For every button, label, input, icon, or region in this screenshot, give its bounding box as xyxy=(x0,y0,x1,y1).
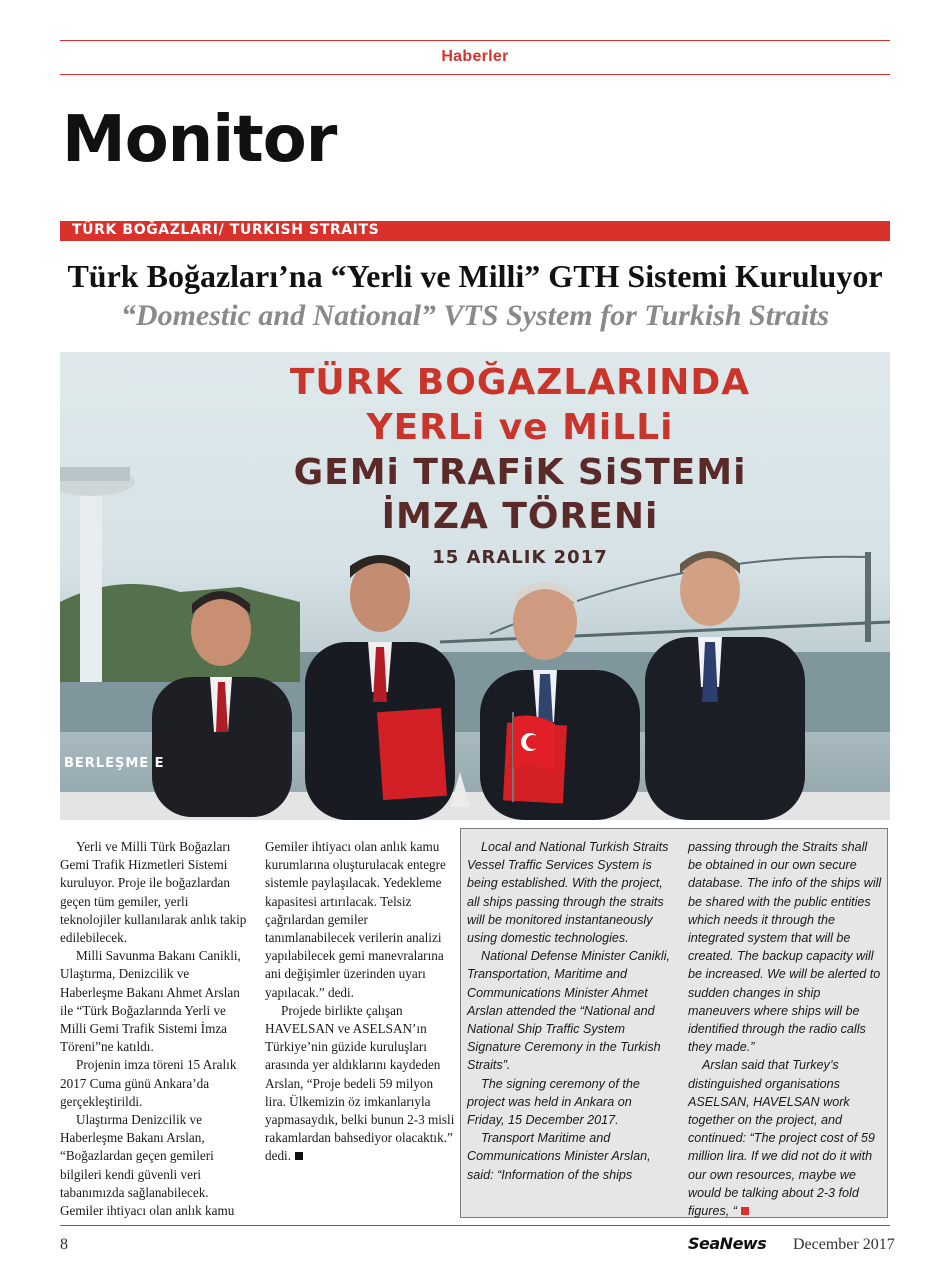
headline-turkish: Türk Boğazları’na “Yerli ve Milli” GTH Sistemi Kuruluyor xyxy=(67,258,883,294)
banner-line-3: GEMi TRAFiK SiSTEMi xyxy=(293,452,747,493)
turkish-paragraph-text: Projede birlikte çalışan HAVELSAN ve ASELSAN’ın Türkiye’nin güzide kuruluşları arasında yer aldıklarını kaydeden Arslan, “Proje bedeli 59 milyon lira. Ülkemizin öz imkanlarıyla yapmasaydık, belki bunun 2-3 misli rakamlardan bahsediyor olacaktık.” dedi. xyxy=(265,1002,455,1164)
magazine-section-title: Monitor xyxy=(62,103,337,177)
category-band xyxy=(60,221,890,241)
english-paragraph xyxy=(688,1056,884,1220)
english-paragraph: National Defense Minister Canikli, Transportation, Maritime and Communications Minister Ahmet Arslan attended the “National and National Ship Traffic System Signature Ceremony in the Turkish Straits”. xyxy=(467,949,670,1073)
section-label: Haberler xyxy=(441,48,509,65)
headline-english: “Domestic and National” VTS System for Turkish Straits xyxy=(120,299,830,332)
banner-line-1: TÜRK BOĞAZLARINDA xyxy=(289,362,751,403)
footer-rule xyxy=(60,1225,890,1226)
header-top-rule xyxy=(60,40,890,41)
english-paragraph: Local and National Turkish Straits Vessel Traffic Services System is being established. With the project, all ships passing through the straits will be monitored instantaneously using domestic technologies. xyxy=(467,840,669,946)
turkish-paragraph: Ulaştırma Denizcilik ve Haberleşme Bakanı Arslan, “Boğazlardan geçen gemileri bilgileri kendi güvenli veri tabanımızda sağlanabilecek. Gemiler ihtiyacı olan anlık kamu xyxy=(60,1112,235,1219)
ceremony-photo xyxy=(60,352,890,820)
banner-line-2: YERLi ve MiLLi xyxy=(366,407,674,448)
turkish-paragraph: Projenin imza töreni 15 Aralık 2017 Cuma günü Ankara’da gerçekleştirildi. xyxy=(60,1057,237,1109)
english-paragraph: The signing ceremony of the project was held in Ankara on Friday, 15 December 2017. xyxy=(467,1076,640,1128)
category-label: TÜRK BOĞAZLARI/ TURKISH STRAITS xyxy=(72,222,380,238)
english-paragraph: Transport Maritime and Communications Minister Arslan, said: “Information of the ships xyxy=(467,1131,651,1182)
end-of-article-mark xyxy=(741,1207,749,1215)
english-paragraph-text: Arslan said that Turkey’s distinguished organisations ASELSAN, HAVELSAN work together on the project, and continued: “The project cost of 59 million lira. If we did not do it with our own resources, maybe we would be talking about 2-3 fold figures, “ xyxy=(688,1058,875,1219)
issue-date: December 2017 xyxy=(793,1236,895,1253)
end-of-article-mark xyxy=(295,1152,303,1160)
english-column-1 xyxy=(467,838,671,1183)
turkish-column-1 xyxy=(60,838,248,1221)
backdrop-sign-text: BERLEŞME E xyxy=(64,756,165,771)
turkish-paragraph xyxy=(265,1002,455,1166)
turkish-paragraph-continued: Gemiler ihtiyacı olan anlık kamu kurumlarına oluşturulacak entegre sistemle paylaşılacak. Yedekleme kapasitesi artırılacak. Telsiz çağrılardan gemiler tanımlanabilecek verilerin analizi yapılabilecek gemi manevralarına ani değişimler üzerinden uyarı yapılacak.” dedi. xyxy=(265,839,446,1000)
english-column-2 xyxy=(688,838,884,1220)
banner-date: 15 ARALIK 2017 xyxy=(432,547,608,568)
english-paragraph-continued: passing through the Straits shall be obtained in our own secure database. The info of the ships will be shared with the public entities which needs it through the integrated system that will be created. The backup capacity will be increased. We will be alerted to sudden changes in ship maneuvers where ships will be identified through the radio calls they made.” xyxy=(688,840,882,1055)
turkish-paragraph: Yerli ve Milli Türk Boğazları Gemi Trafik Hizmetleri Sistemi kuruluyor. Proje ile boğazlardan geçen tüm gemiler, yerli teknolojiler kullanılarak anlık takip edilebilecek. xyxy=(60,839,247,946)
turkish-paragraph: Milli Savunma Bakanı Canikli, Ulaştırma, Denizcilik ve Haberleşme Bakanı Ahmet Arslan ile “Türk Boğazlarında Yerli ve Milli Gemi Trafik Sistemi İmza Töreni”ne katıldı. xyxy=(60,948,241,1055)
header-bottom-rule xyxy=(60,74,890,75)
banner-line-4: İMZA TÖRENi xyxy=(381,496,659,537)
turkish-column-2 xyxy=(265,838,455,1166)
page-number: 8 xyxy=(60,1236,68,1253)
magazine-logo: SeaNews xyxy=(688,1234,767,1253)
